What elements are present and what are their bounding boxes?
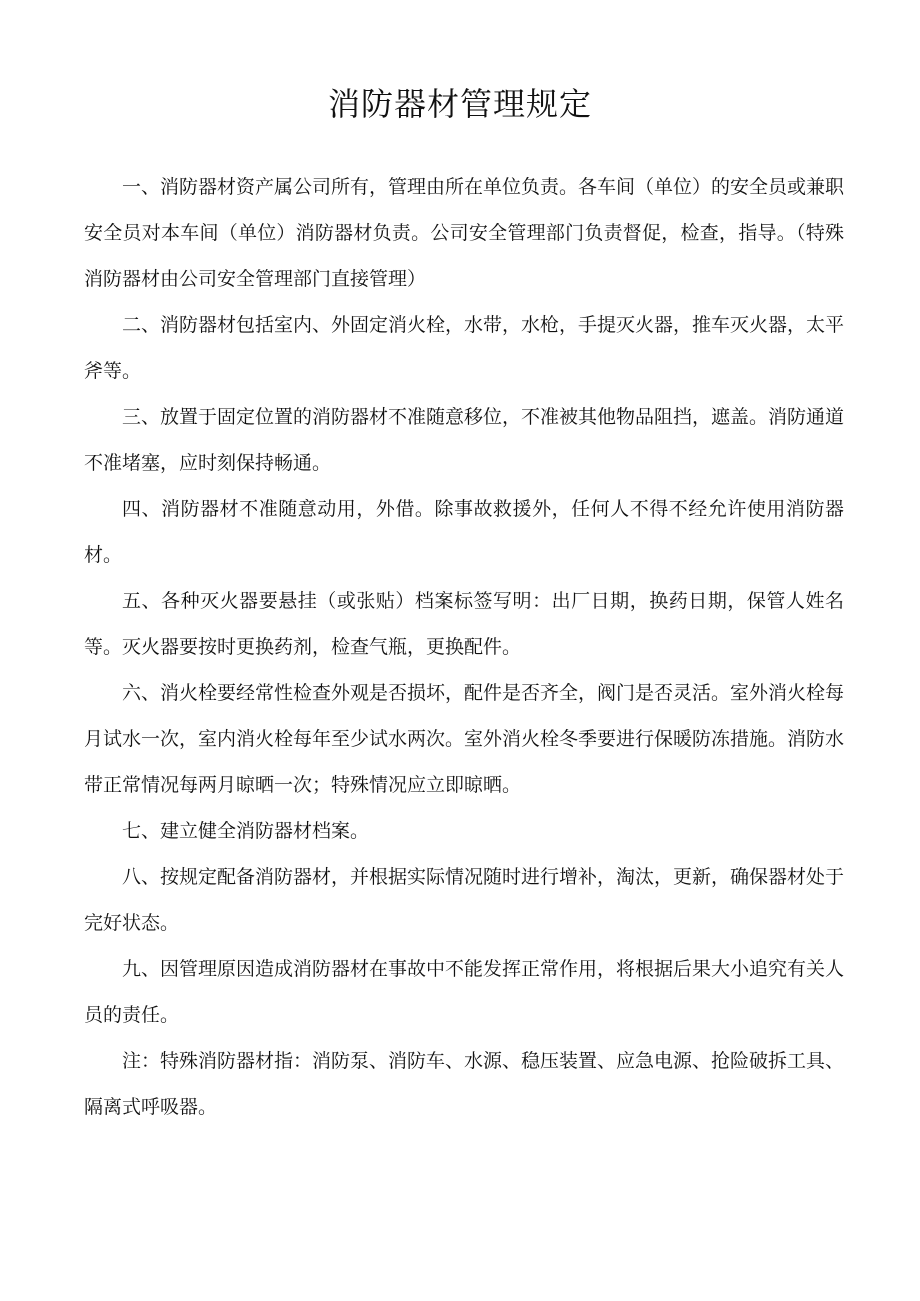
paragraph-1: 一、消防器材资产属公司所有，管理由所在单位负责。各车间（单位）的安全员或兼职安全员对本车间（单位）消防器材负责。公司安全管理部门负责督促，检查，指导。（特殊消防器材由公司安全管理部门直接管理）: [84, 176, 845, 290]
paragraph-6: 六、消火栓要经常性检查外观是否损坏，配件是否齐全，阀门是否灵活。室外消火栓每月试水一次，室内消火栓每年至少试水两次。室外消火栓冬季要进行保暖防冻措施。消防水带正常情况每两月晾晒一次；特殊情况应立即晾晒。: [84, 682, 845, 796]
paragraph-8: 八、按规定配备消防器材，并根据实际情况随时进行增补，淘汰，更新，确保器材处于完好状态。: [84, 866, 845, 934]
paragraph-5: 五、各种灭火器要悬挂（或张贴）档案标签写明：出厂日期，换药日期，保管人姓名等。灭火器要按时更换药剂，检查气瓶，更换配件。: [84, 590, 844, 658]
document-title: 消防器材管理规定: [327, 85, 592, 123]
paragraph-4: 四、消防器材不准随意动用，外借。除事故救援外，任何人不得不经允许使用消防器材。: [84, 498, 844, 566]
paragraph-3: 三、放置于固定位置的消防器材不准随意移位，不准被其他物品阻挡，遮盖。消防通道不准堵塞，应时刻保持畅通。: [84, 406, 845, 474]
document-body: [84, 164, 844, 1130]
paragraph-2: 二、消防器材包括室内、外固定消火栓，水带，水枪，手提灭火器，推车灭火器，太平斧等。: [84, 314, 845, 382]
paragraph-9: 九、因管理原因造成消防器材在事故中不能发挥正常作用，将根据后果大小追究有关人员的责任。: [84, 958, 845, 1026]
note-paragraph: 注：特殊消防器材指：消防泵、消防车、水源、稳压装置、应急电源、抢险破拆工具、隔离式呼吸器。: [84, 1050, 845, 1118]
paragraph-7: 七、建立健全消防器材档案。: [122, 820, 370, 842]
